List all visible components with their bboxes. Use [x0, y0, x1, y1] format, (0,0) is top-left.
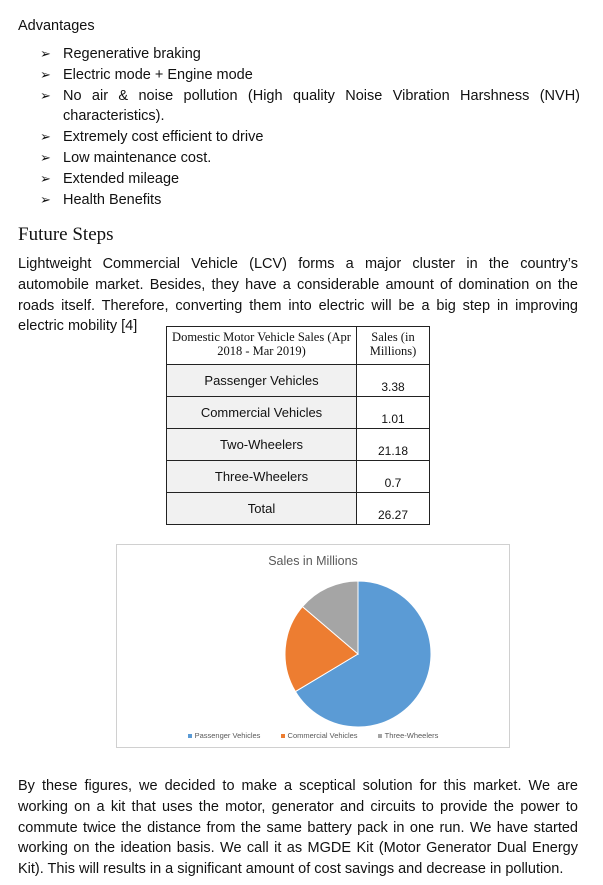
legend-item — [281, 731, 358, 740]
table-cell-category: Passenger Vehicles — [167, 365, 357, 397]
list-item-text: Electric mode + Engine mode — [63, 66, 253, 83]
chart-legend — [117, 731, 509, 740]
arrow-bullet-icon: ➢ — [40, 66, 51, 82]
arrow-bullet-icon: ➢ — [40, 46, 51, 61]
table-cell-value: 1.01 — [357, 397, 430, 429]
list-item-text: Extended mileage — [63, 170, 180, 187]
list-item — [40, 190, 580, 211]
legend-item — [378, 731, 439, 740]
list-item — [40, 65, 580, 86]
arrow-bullet-icon: ➢ — [40, 191, 51, 207]
future-steps-heading: Future Steps — [18, 224, 114, 245]
table-cell-value: 0.7 — [357, 461, 430, 493]
arrow-bullet-icon: ➢ — [40, 87, 51, 103]
table-cell-category: Total — [167, 493, 357, 525]
table-row — [167, 493, 430, 525]
table-row — [167, 461, 430, 493]
legend-label: Commercial Vehicles — [287, 731, 358, 740]
table-row — [167, 365, 430, 397]
legend-swatch — [188, 734, 192, 738]
list-item-text: No air & noise pollution (High quality Noise Vibration Harshness (NVH) characteristics). — [63, 87, 580, 125]
sales-table — [166, 326, 430, 525]
legend-label: Three-Wheelers — [384, 731, 439, 740]
pie-chart-svg — [117, 545, 509, 747]
table-cell-value: 26.27 — [357, 493, 430, 525]
table-row — [167, 429, 430, 461]
list-item — [40, 148, 580, 169]
table-cell-category: Three-Wheelers — [167, 461, 357, 493]
pie-chart — [116, 544, 510, 748]
list-item-text: Extremely cost efficient to drive — [63, 129, 264, 146]
list-item — [40, 127, 580, 148]
table-header-row — [167, 327, 430, 365]
table-row — [167, 397, 430, 429]
table-cell-category: Commercial Vehicles — [167, 397, 357, 429]
list-item-text: Regenerative braking — [63, 46, 201, 62]
table-header-category: Domestic Motor Vehicle Sales (Apr 2018 - Mar 2019) — [167, 327, 357, 365]
table-cell-value: 21.18 — [357, 429, 430, 461]
arrow-bullet-icon: ➢ — [40, 170, 51, 186]
future-steps-paragraph: Lightweight Commercial Vehicle (LCV) forms a major cluster in the country’s automobile market. Besides, they have a considerable amount of domination on the roads itself. Therefore, converting them into electric will be a big step in improving electric mobility [4] — [18, 256, 578, 335]
arrow-bullet-icon: ➢ — [40, 129, 51, 145]
legend-swatch — [378, 734, 382, 738]
table-cell-category: Two-Wheelers — [167, 429, 357, 461]
list-item-text: Health Benefits — [63, 191, 162, 208]
table-cell-value: 3.38 — [357, 365, 430, 397]
list-item — [40, 86, 580, 128]
chart-title: Sales in Millions — [268, 554, 358, 568]
list-item — [40, 169, 580, 190]
legend-item — [188, 731, 261, 740]
table-header-value: Sales (in Millions) — [357, 327, 430, 365]
arrow-bullet-icon: ➢ — [40, 149, 51, 165]
advantages-list — [40, 44, 580, 210]
list-item — [40, 44, 580, 65]
legend-swatch — [281, 734, 285, 738]
closing-paragraph: By these figures, we decided to make a sceptical solution for this market. We are working on a kit that uses the motor, generator and circuits to provide the power to commute twice the distance from the same battery pack in one run. We have started working on the ideation basis. We call it as MGDE Kit (Motor Generator Dual Energy Kit). This will results in a significant amount of cost savings and decrease in pollution. — [18, 778, 578, 878]
advantages-heading: Advantages — [18, 18, 95, 34]
list-item-text: Low maintenance cost. — [63, 149, 212, 166]
legend-label: Passenger Vehicles — [194, 731, 261, 740]
